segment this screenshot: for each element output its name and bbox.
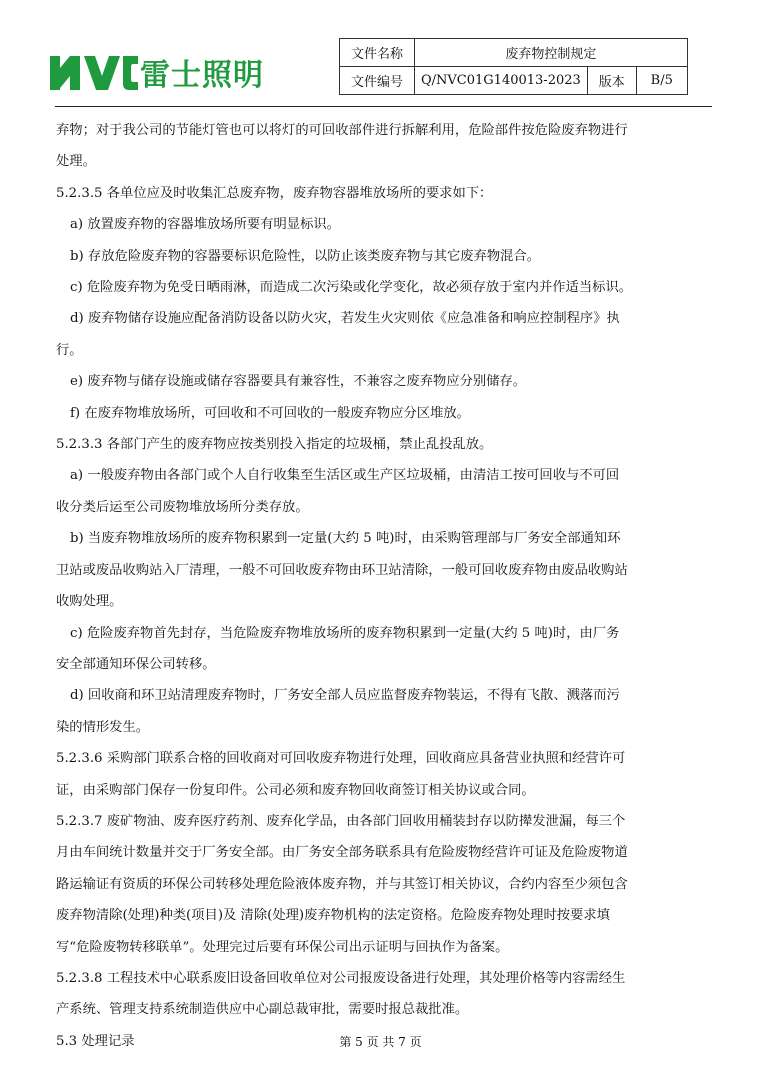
body-line: d) 回收商和环卫站清理废弃物时，厂务安全部人员应监督废弃物装运，不得有飞散、溅落而污 [70,688,620,704]
body-line: 5.2.3.5 各单位应及时收集汇总废弃物，废弃物容器堆放场所的要求如下： [56,185,493,201]
body-line: 路运输证有资质的环保公司转移处理危险液体废弃物，并与其签订相关协议，合约内容至少须包含 [56,876,628,892]
doc-no-value: Q/NVC01G140013-2023 [415,67,588,95]
body-line: 卫站或废品收购站入厂清理，一般不可回收废弃物由环卫站清除，一般可回收废弃物由废品收购站 [56,562,628,578]
body-line: e) 废弃物与储存设施或储存容器要具有兼容性，不兼容之废弃物应分别储存。 [70,374,527,390]
body-line: a) 一般废弃物由各部门或个人自行收集至生活区或生产区垃圾桶，由清洁工按可回收与不可回 [70,468,620,484]
body-line: 5.2.3.8 工程技术中心联系废旧设备回收单位对公司报废设备进行处理，其处理价格等内容需经生 [56,970,626,986]
body-line: 弃物；对于我公司的节能灯管也可以将灯的可回收部件进行拆解利用，危险部件按危险废弃物进行 [56,123,628,138]
document-header-table [339,38,688,95]
body-line: 行。 [56,342,83,358]
body-line: 5.2.3.7 废矿物油、废弃医疗药剂、废弃化学品，由各部门回收用桶装封存以防撵发泄漏，每三个 [56,813,626,829]
body-line: 产系统、管理支持系统制造供应中心副总裁审批，需要时报总裁批准。 [56,1002,469,1018]
body-line: 收购处理。 [56,594,123,610]
body-line: a) 放置废弃物的容器堆放场所要有明显标识。 [70,217,340,233]
body-line: 废弃物清除(处理)种类(项目)及 清除(处理)废弃物机构的法定资格。危险废弃物处理时按要求填 [56,908,610,924]
version-label: 版本 [587,67,636,95]
body-line: 收分类后运至公司废物堆放场所分类存放。 [56,499,309,515]
body-line: c) 危险废弃物首先封存，当危险废弃物堆放场所的废弃物积累到一定量(大约 5 吨)时，由厂务 [70,625,620,641]
document-body [56,115,716,1057]
doc-name-value: 废弃物控制规定 [415,39,688,67]
version-value: B/5 [636,67,687,95]
doc-name-label: 文件名称 [340,39,415,67]
body-line: b) 当废弃物堆放场所的废弃物积累到一定量(大约 5 吨)时，由采购管理部与厂务安全部通知环 [70,531,621,547]
body-line: b) 存放危险废弃物的容器要标识危险性，以防止该类废弃物与其它废弃物混合。 [70,248,541,264]
body-line: 5.3 处理记录 [56,1033,135,1049]
body-line: 安全部通知环保公司转移。 [56,656,216,672]
body-line: 证，由采购部门保存一份复印件。公司必须和废弃物回收商签订相关协议或合同。 [56,782,535,798]
body-line: 月由车间统计数量并交于厂务安全部。由厂务安全部务联系具有危险废物经营许可证及危险废物道 [56,845,628,861]
body-line: 染的情形发生。 [56,719,150,735]
body-line: 处理。 [56,154,96,170]
body-line: c) 危险废弃物为免受日晒雨淋，而造成二次污染或化学变化，故必须存放于室内并作适当标识。 [70,280,633,296]
body-line: 写“危险废物转移联单”。处理完过后要有环保公司出示证明与回执作为备案。 [56,939,509,955]
body-line: 5.2.3.6 采购部门联系合格的回收商对可回收废弃物进行处理，回收商应具备营业执照和经营许可 [56,751,626,767]
logo-text: 雷士照明 [140,58,264,93]
body-line: f) 在废弃物堆放场所，可回收和不可回收的一般废弃物应分区堆放。 [70,405,470,421]
header-divider [55,106,712,107]
doc-no-label: 文件编号 [340,67,415,95]
page-footer: 第 5 页 共 7 页 [339,1035,422,1049]
body-line: 5.2.3.3 各部门产生的废弃物应按类别投入指定的垃圾桶，禁止乱投乱放。 [56,437,493,453]
body-line: d) 废弃物储存设施应配备消防设备以防火灾，若发生火灾则依《应急准备和响应控制程序》执 [70,311,620,327]
